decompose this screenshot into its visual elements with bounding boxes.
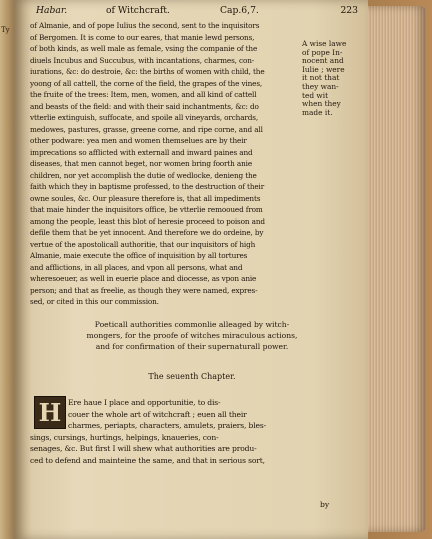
header-chapter: Cap.6,7.	[220, 5, 259, 16]
margin-note-line: made it.	[302, 107, 333, 117]
margin-note-line: Iulie ; were	[302, 64, 345, 74]
text-line: of Bergomen. It is come to our eares, that manie lewd persons,	[30, 32, 255, 42]
chapter-title: The seuenth Chapter.	[148, 372, 236, 381]
text-line: owne soules, &c. Our pleasure therefore is, that all impediments	[30, 193, 261, 203]
text-line: and afflictions, in all places, and vpon all persons, what and	[30, 262, 243, 272]
chapter-text-block	[30, 397, 298, 466]
text-line: defile them that be yet innocent. And therefore we do ordeine, by	[30, 228, 264, 237]
summary-line: mongers, for the proofe of witches miraculous actions,	[86, 330, 298, 340]
text-line: of both kinds, as well male as female, vsing the companie of the	[30, 44, 258, 53]
chapter-text-line: senages, &c. But first I will shew what authorities are produ-	[30, 444, 257, 453]
chapter-text-line: Ere haue I place and opportunitie, to dis-	[68, 398, 221, 407]
main-text-block	[30, 20, 298, 308]
text-line: yoong of all cattell, the corne of the field, the grapes of the vines,	[30, 78, 263, 88]
catchword: by	[320, 500, 330, 509]
page-edges	[368, 6, 426, 532]
text-line: wheresoeuer, as well in euerie place and diocesse, as vpon anie	[30, 274, 257, 283]
text-line: vertue of the apostolicall authoritie, that our inquisitors of high	[30, 239, 256, 249]
text-line: iurations, &c: do destroie, &c: the births of women with child, the	[30, 67, 265, 76]
text-line: other podware: yea men and women themselues are by their	[30, 136, 247, 145]
text-line: person; and that as freelie, as though they were named, expres-	[30, 285, 258, 295]
section-summary	[30, 320, 354, 352]
text-line: the fruite of the trees: Item, men, women, and all kind of cattell	[30, 90, 257, 99]
chapter-text-line: sings, cursings, hurtings, helpings, knaueries, con-	[30, 432, 219, 442]
header-title-center: of Witchcraft.	[106, 5, 170, 16]
header-title-left: Habar.	[36, 5, 68, 16]
margin-note-line: A wise lawe	[302, 39, 347, 48]
initial-letter: H	[38, 398, 62, 427]
text-line: children, nor yet accomplish the dutie of wedlocke, denieng the	[30, 170, 257, 180]
left-page-fragment: Ty	[1, 26, 10, 34]
chapter-text-line: charmes, periapts, characters, amulets, praiers, bles-	[68, 421, 267, 430]
text-line: medowes, pastures, grasse, greene corne, and ripe corne, and all	[30, 124, 263, 134]
margin-note-line: when they	[302, 99, 341, 109]
page-number: 223	[340, 5, 358, 16]
text-line: of Almanie, and of pope Iulius the second, sent to the inquisitors	[30, 21, 260, 30]
text-line: Almanie, maie execute the office of inquisition by all tortures	[30, 251, 248, 260]
text-line: that maie hinder the inquisitors office, be vtterlie remooued from	[30, 205, 263, 214]
text-line: sed, or cited in this our commission.	[30, 297, 159, 306]
text-line: faith which they in baptisme professed, to the destruction of their	[30, 182, 265, 191]
margin-note-line: of pope In-	[302, 47, 343, 57]
chapter-text-line: couer the whole art of witchcraft ; euen all their	[68, 409, 247, 419]
text-line: and beasts of the field: and with their said inchantments, &c: do	[30, 101, 259, 111]
margin-note-line: it not that	[302, 73, 340, 83]
margin-note	[302, 40, 362, 117]
text-line: diseases, that men cannot beget, nor women bring foorth anie	[30, 159, 252, 168]
text-line: among the people, least this blot of heresie proceed to poison and	[30, 216, 265, 226]
margin-note-line: nocent and	[302, 56, 344, 66]
text-line: vtterlie extinguish, suffocate, and spoile all vineyards, orchards,	[30, 113, 259, 122]
margin-note-line: they wan-	[302, 81, 339, 91]
running-header	[36, 5, 358, 19]
margin-note-line: ted wit	[302, 90, 329, 100]
summary-line: Poeticall authorities commonlie alleaged by witch-	[94, 320, 290, 329]
chapter-text-line: ced to defend and mainteine the same, and that in serious sort,	[30, 455, 265, 465]
left-page-edge	[0, 0, 14, 539]
text-line: diuels Incubus and Succubus, with incantations, charmes, con-	[30, 55, 255, 65]
text-line: imprecations so afflicted with externall and inward paines and	[30, 147, 253, 157]
summary-line: and for confirmation of their supernaturall power.	[95, 341, 289, 351]
